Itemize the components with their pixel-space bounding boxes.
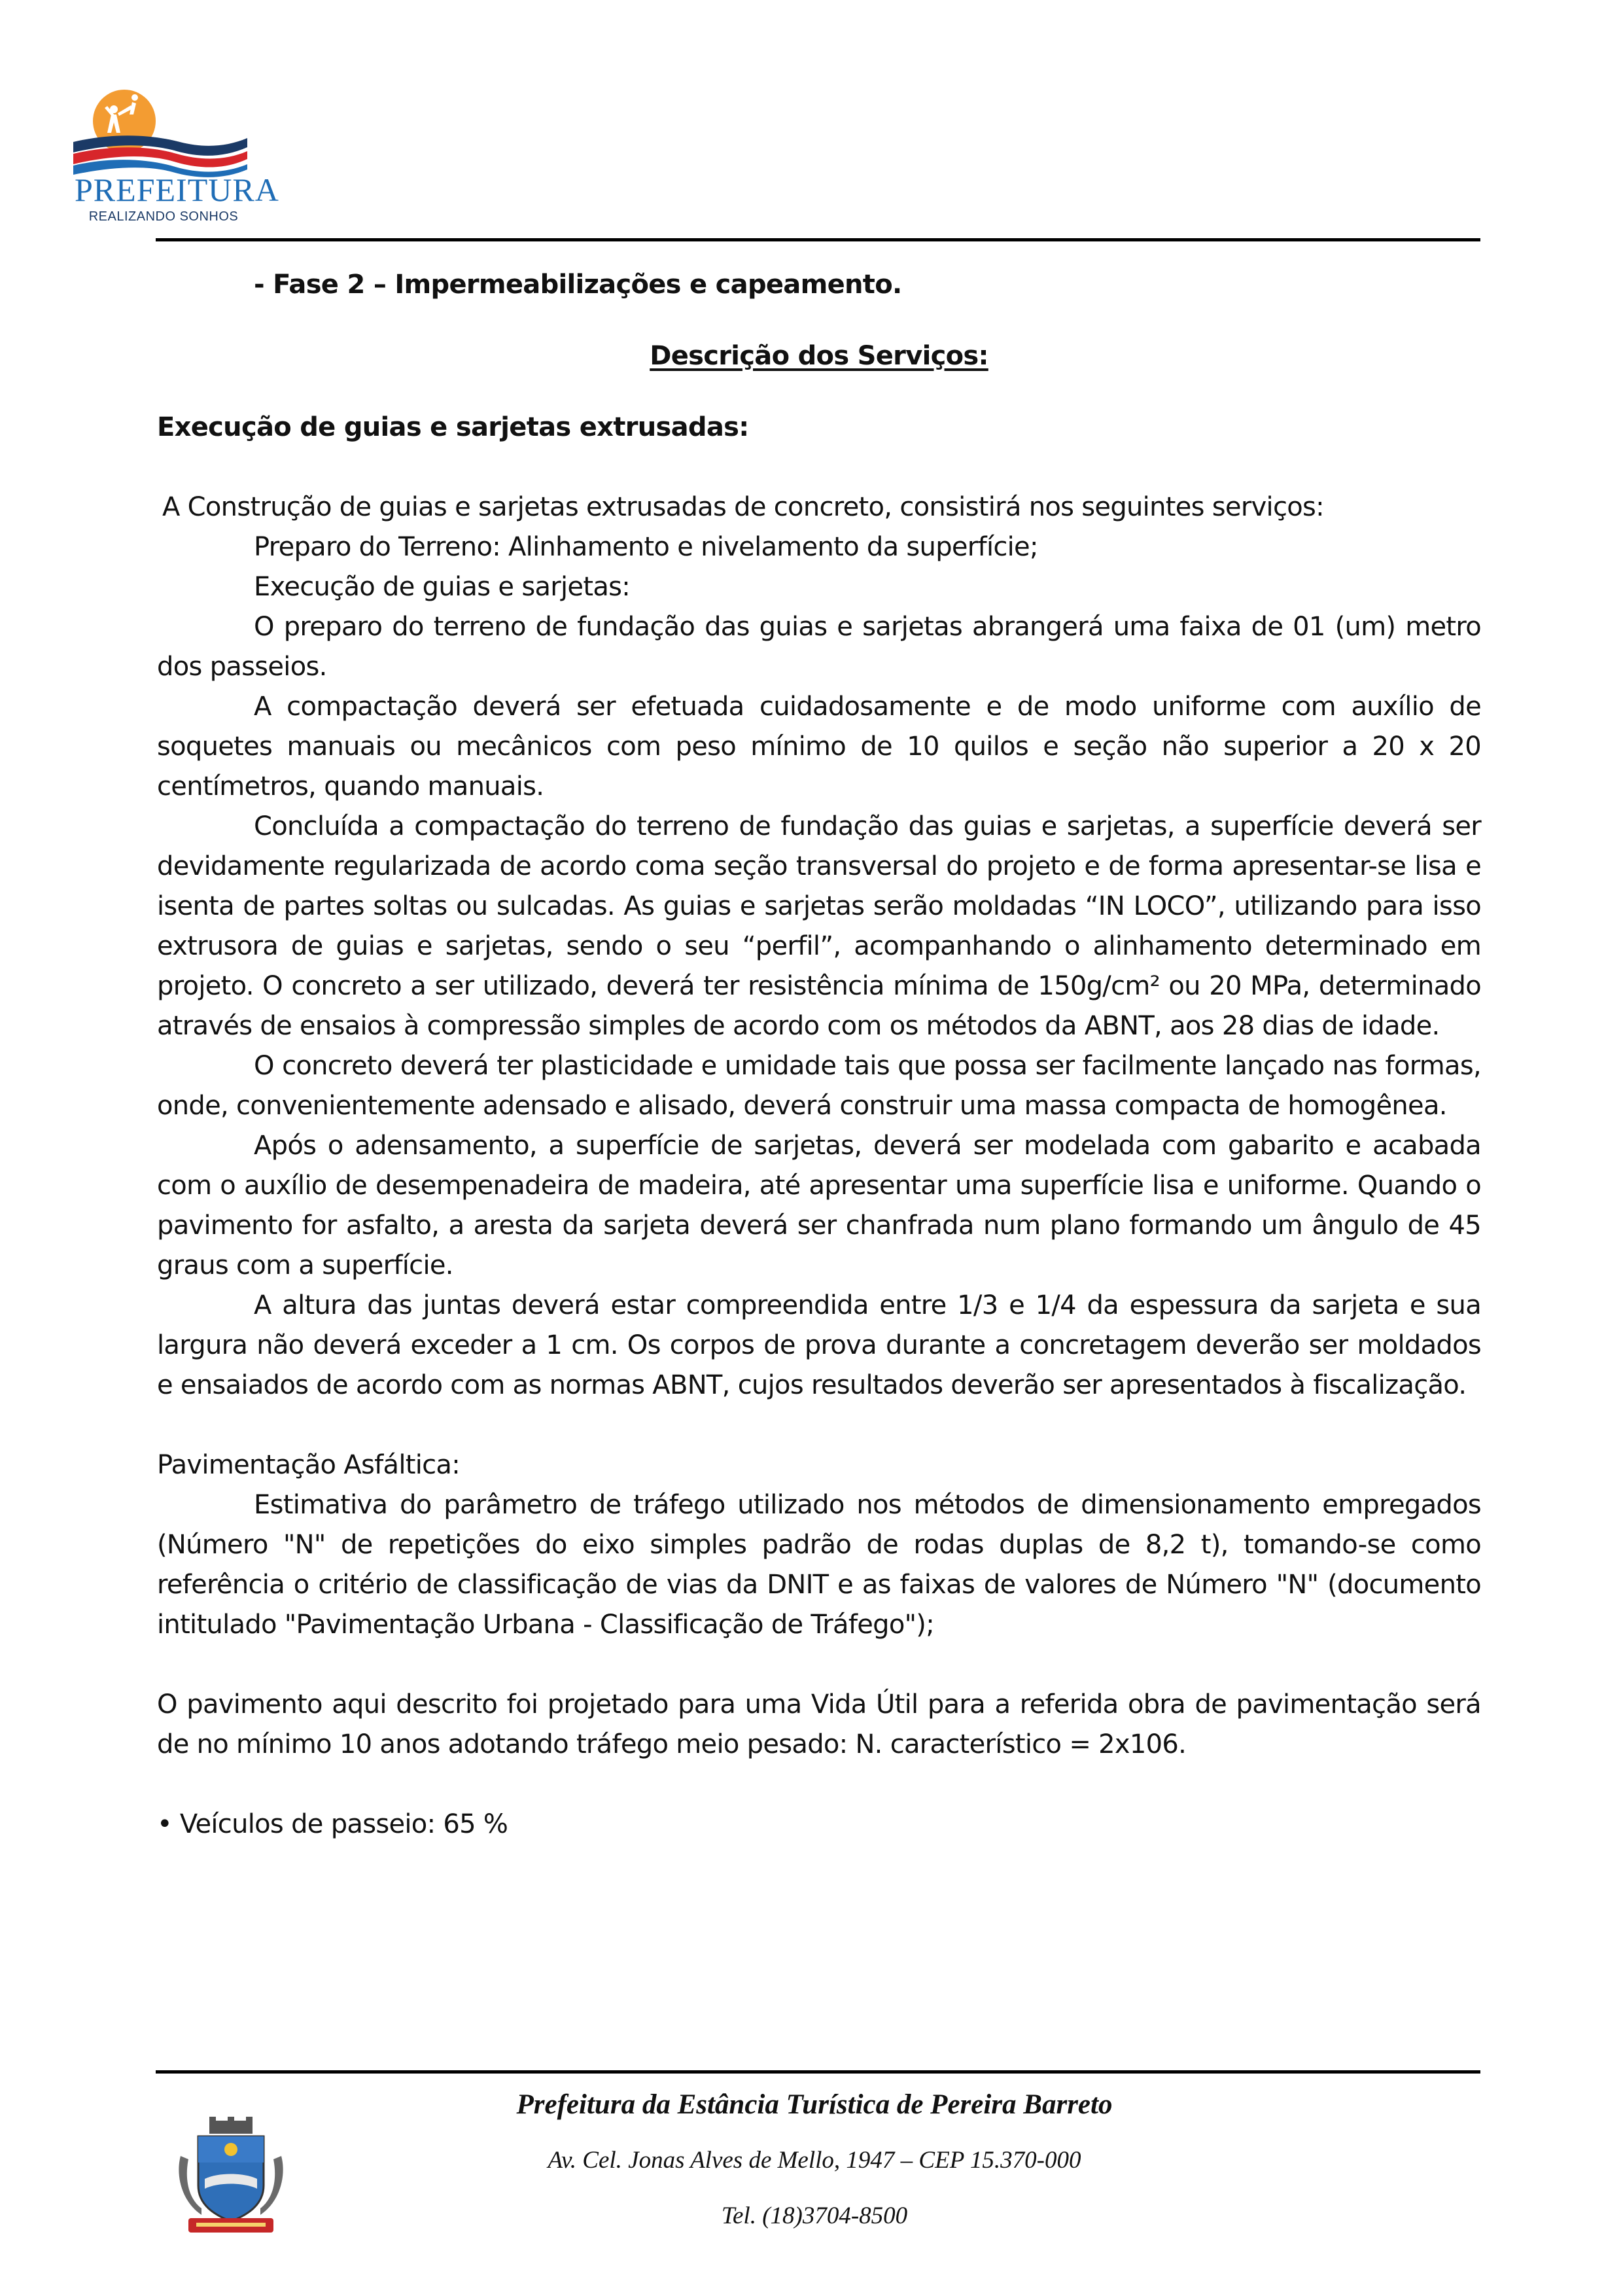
- paragraph: O preparo do terreno de fundação das guias e sarjetas abrangerá uma faixa de 01 (um) metro dos passeios.: [157, 612, 1481, 682]
- footer-phone: Tel. (18)3704-8500: [721, 2202, 908, 2229]
- item-execucao: Execução de guias e sarjetas:: [254, 572, 631, 602]
- paragraph: A altura das juntas deverá estar compreendida entre 1/3 e 1/4 da espessura da sarjeta e sua largura não deverá exceder a 1 cm. Os corpos de prova durante a concretagem deverão ser moldados e ensaiados de acordo com as normas ABNT, cujos resultados deverão ser apresentados à fiscalização.: [157, 1290, 1481, 1400]
- services-heading: [157, 336, 1481, 376]
- intro-paragraph: A Construção de guias e sarjetas extrusadas de concreto, consistirá nos seguintes serviços:: [162, 492, 1324, 522]
- header-divider: [156, 238, 1480, 241]
- bullet-item: • Veículos de passeio: 65 %: [157, 1809, 508, 1839]
- paragraph: O concreto deverá ter plasticidade e umidade tais que possa ser facilmente lançado nas formas, onde, convenientemente adensado e alisado, deverá construir uma massa compacta de homogênea.: [157, 1051, 1481, 1121]
- footer-institution: Prefeitura da Estância Turística de Pereira Barreto: [516, 2089, 1113, 2120]
- paragraph: Concluída a compactação do terreno de fundação das guias e sarjetas, a superfície deverá ser devidamente regularizada de acordo coma seção transversal do projeto e de forma apresentar-se lisa e isenta de partes soltas ou sulcadas. As guias e sarjetas serão moldadas “IN LOCO”, utilizando para isso extrusora de guias e sarjetas, sendo o seu “perfil”, acompanhando o alinhamento determinado em projeto. O concreto a ser utilizado, deverá ter resistência mínima de 150g/cm² ou 20 MPa, determinado através de ensaios à compressão simples de acordo com os métodos da ABNT, aos 28 dias de idade.: [157, 811, 1481, 1041]
- paragraph: O pavimento aqui descrito foi projetado para uma Vida Útil para a referida obra de pavimentação será de no mínimo 10 anos adotando tráfego meio pesado: N. característico = 2x106.: [157, 1689, 1481, 1759]
- phase-heading: - Fase 2 – Impermeabilizações e capeamento.: [254, 270, 902, 300]
- document-body: [157, 265, 1481, 1845]
- spacer: [157, 1405, 1481, 1445]
- guias-section-title: Execução de guias e sarjetas extrusadas:: [157, 412, 749, 442]
- logo-emblem-icon: [72, 82, 255, 180]
- spacer: [157, 1645, 1481, 1685]
- prefeitura-logo: [72, 82, 279, 232]
- spacer: [157, 1765, 1481, 1805]
- paragraph: Estimativa do parâmetro de tráfego utilizado nos métodos de dimensionamento empregados (Número "N" de repetições do eixo simples padrão de rodas duplas de 8,2 t), tomando-se como referência o critério de classificação de vias da DNIT e as faixas de valores de Número "N" (documento intitulado "Pavimentação Urbana - Classificação de Tráfego");: [157, 1490, 1481, 1640]
- paragraph: A compactação deverá ser efetuada cuidadosamente e de modo uniforme com auxílio de soquetes manuais ou mecânicos com peso mínimo de 10 quilos e seção não superior a 20 x 20 centímetros, quando manuais.: [157, 692, 1481, 802]
- coat-of-arms-icon: [175, 2117, 287, 2238]
- services-heading-text: Descrição dos Serviços:: [650, 341, 988, 371]
- logo-title: PREFEITURA: [75, 171, 279, 208]
- pavimentacao-title: Pavimentação Asfáltica:: [157, 1450, 461, 1480]
- paragraph: Após o adensamento, a superfície de sarjetas, deverá ser modelada com gabarito e acabada com o auxílio de desempenadeira de madeira, até apresentar uma superfície lisa e uniforme. Quando o pavimento for asfalto, a aresta da sarjeta deverá ser chanfrada num plano formando um ângulo de 45 graus com a superfície.: [157, 1131, 1481, 1280]
- logo-subtitle: REALIZANDO SONHOS: [88, 209, 239, 224]
- footer-address: Av. Cel. Jonas Alves de Mello, 1947 – CEP 15.370-000: [548, 2147, 1081, 2174]
- footer-divider: [156, 2070, 1480, 2074]
- item-preparo: Preparo do Terreno: Alinhamento e nivelamento da superfície;: [254, 532, 1038, 562]
